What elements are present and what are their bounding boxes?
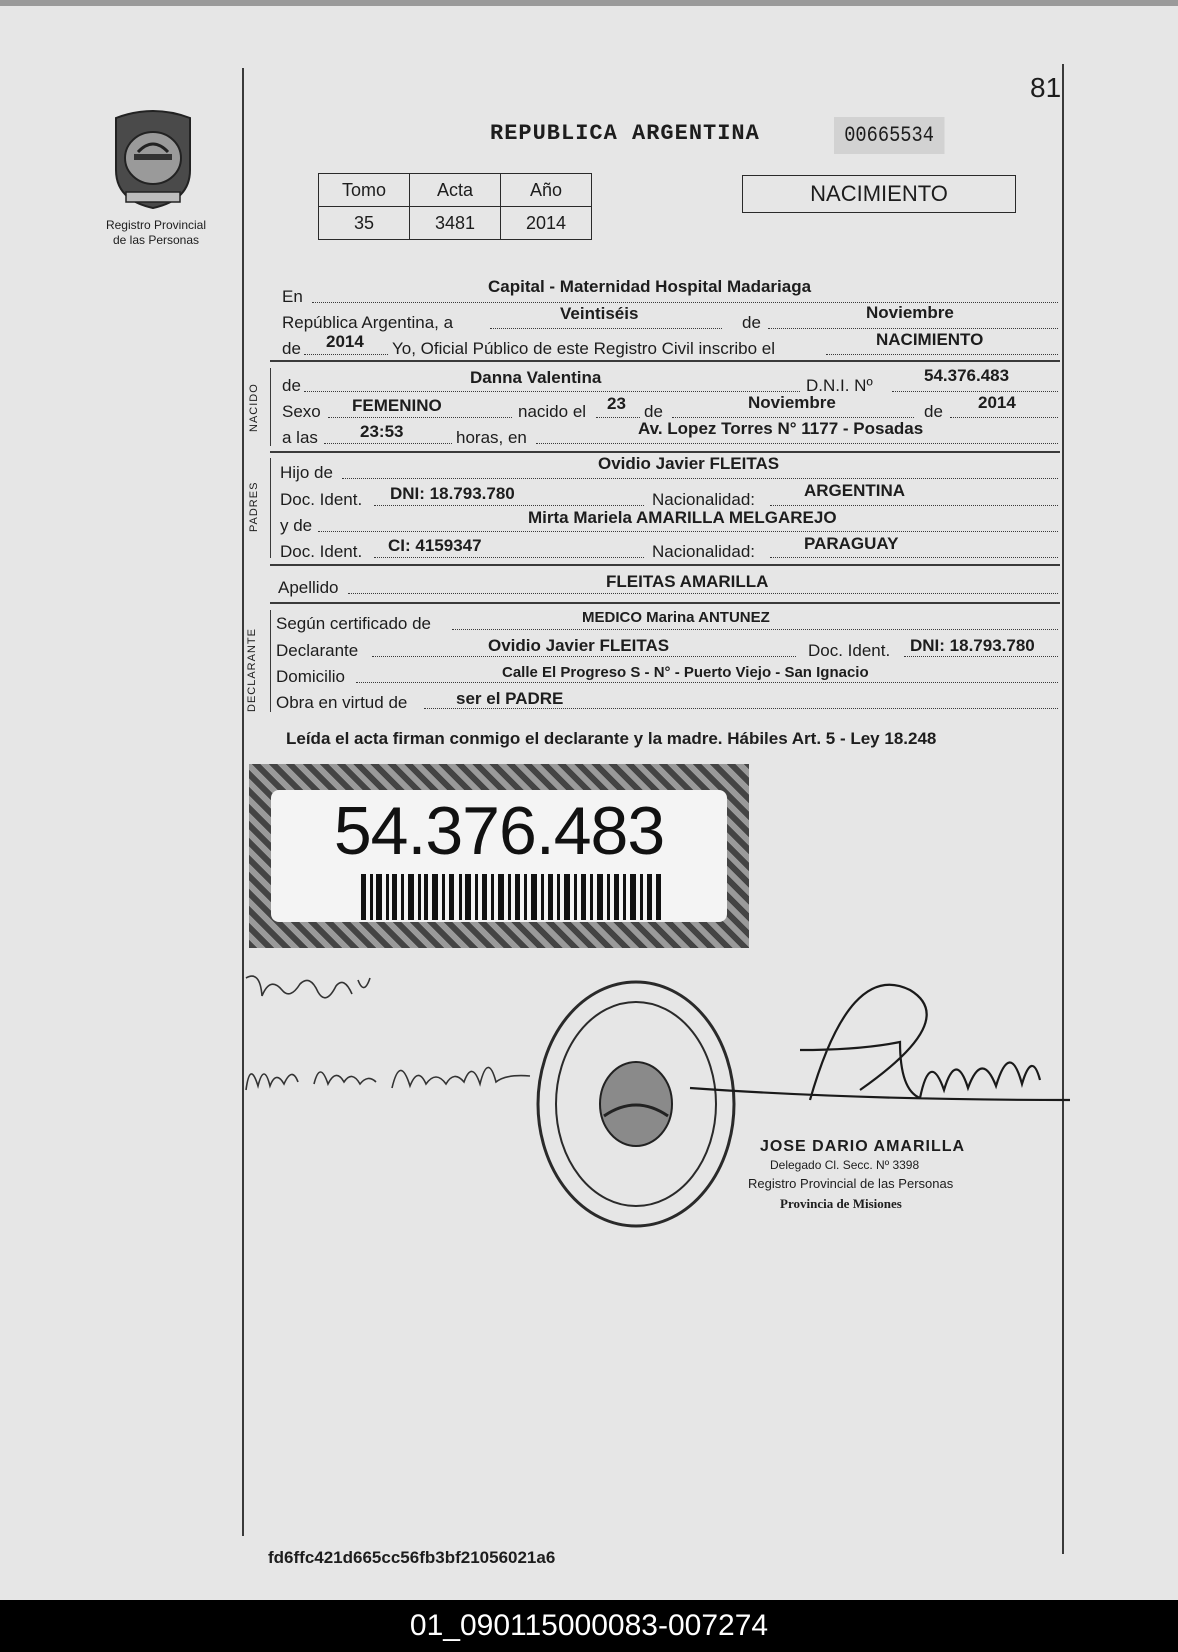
act-value: NACIMIENTO <box>876 330 984 349</box>
registry-line-2: de las Personas <box>112 233 200 247</box>
nacido-el-label: nacido el <box>518 402 587 421</box>
cert-label: Según certificado de <box>276 614 431 633</box>
document-title: REPUBLICA ARGENTINA <box>490 121 760 146</box>
scan-edge <box>0 0 1178 6</box>
dotted-line <box>356 682 1058 683</box>
dotted-line <box>318 531 1058 532</box>
mother-nat-label: Nacionalidad: <box>652 542 756 561</box>
de-label: de <box>742 313 761 332</box>
section-bar <box>270 610 271 712</box>
obra-value: ser el PADRE <box>456 689 564 708</box>
y-de-label: y de <box>280 516 313 535</box>
header-acta: Acta <box>410 174 501 207</box>
dni-label: D.N.I. Nº <box>806 376 873 395</box>
yo-label: Yo, Oficial Público de este Registro Civil inscribo el <box>392 339 775 358</box>
sexo-label: Sexo <box>282 402 321 421</box>
father-name-value: Ovidio Javier FLEITAS <box>598 454 780 473</box>
dotted-line <box>304 391 800 392</box>
section-rule <box>270 360 1060 362</box>
hijo-de-label: Hijo de <box>280 463 333 482</box>
obra-label: Obra en virtud de <box>276 693 408 712</box>
en-label: En <box>282 287 303 306</box>
dotted-line <box>950 417 1058 418</box>
dotted-line <box>892 391 1058 392</box>
right-margin-line <box>1062 64 1064 1554</box>
header-ano: Año <box>501 174 592 207</box>
day-value: Veintiséis <box>560 304 639 323</box>
cert-value: MEDICO Marina ANTUNEZ <box>582 609 770 626</box>
serial-number: 00665534 <box>834 117 944 154</box>
birth-day-value: 23 <box>607 394 626 413</box>
nacido-de-label: de <box>282 376 301 395</box>
province-emblem <box>108 108 198 212</box>
sexo-value: FEMENINO <box>352 396 442 415</box>
father-nat-value: ARGENTINA <box>804 481 906 500</box>
registry-name <box>86 218 226 248</box>
domicilio-label: Domicilio <box>276 667 345 686</box>
file-id-bar <box>0 1600 1178 1652</box>
declarante-doc-value: DNI: 18.793.780 <box>910 636 1035 655</box>
declarante-doc-label: Doc. Ident. <box>808 641 891 660</box>
time-value: 23:53 <box>360 422 404 441</box>
section-rule <box>270 451 1060 453</box>
dotted-line <box>348 593 1058 594</box>
mother-doc-value: CI: 4159347 <box>388 536 482 555</box>
section-bar <box>270 458 271 558</box>
left-margin-line <box>242 68 244 1536</box>
dotted-line <box>768 328 1058 329</box>
mother-name-value: Mirta Mariela AMARILLA MELGAREJO <box>528 508 837 527</box>
registry-line-1: Registro Provincial <box>105 218 207 232</box>
dotted-line <box>304 354 388 355</box>
a-las-label: a las <box>282 428 318 447</box>
dotted-line <box>324 443 452 444</box>
horas-label: horas, en <box>456 428 527 447</box>
father-nat-label: Nacionalidad: <box>652 490 756 509</box>
birth-address-value: Av. Lopez Torres N° 1177 - Posadas <box>638 419 924 438</box>
dotted-line <box>536 443 1058 444</box>
year-value: 2014 <box>326 332 364 351</box>
header-tomo: Tomo <box>319 174 410 207</box>
apellido-value: FLEITAS AMARILLA <box>606 572 769 591</box>
declarante-section-label: DECLARANTE <box>246 628 258 712</box>
dotted-line <box>452 629 1058 630</box>
father-doc-label: Doc. Ident. <box>280 490 363 509</box>
section-bar <box>270 368 271 446</box>
dotted-line <box>596 417 640 418</box>
declarante-label: Declarante <box>276 641 359 660</box>
barcode-icon <box>361 874 661 920</box>
dni-large-number: 54.376.483 <box>333 793 665 869</box>
dotted-line <box>328 417 512 418</box>
padres-section-label: PADRES <box>248 481 260 532</box>
birth-de-label: de <box>644 402 663 421</box>
record-type-box: NACIMIENTO <box>742 175 1016 213</box>
value-acta: 3481 <box>410 207 501 240</box>
de-year-label: de <box>282 339 301 358</box>
declarante-name-value: Ovidio Javier FLEITAS <box>488 636 670 655</box>
mother-doc-label: Doc. Ident. <box>280 542 363 561</box>
section-rule <box>270 564 1060 566</box>
value-tomo: 35 <box>319 207 410 240</box>
value-ano: 2014 <box>501 207 592 240</box>
dotted-line <box>374 505 644 506</box>
place-value: Capital - Maternidad Hospital Madariaga <box>488 277 812 296</box>
dotted-line <box>490 328 722 329</box>
mother-nat-value: PARAGUAY <box>804 534 899 553</box>
republica-label: República Argentina, a <box>282 313 454 332</box>
record-table <box>318 173 592 240</box>
dotted-line <box>770 505 1058 506</box>
dotted-line <box>672 417 914 418</box>
file-id: 01_090115000083-007274 <box>409 1609 769 1642</box>
child-name-value: Danna Valentina <box>470 368 602 387</box>
signer-role: Delegado Cl. Secc. Nº 3398 <box>770 1158 920 1172</box>
document-hash: fd6ffc421d665cc56fb3bf21056021a6 <box>268 1548 556 1567</box>
dotted-line <box>826 354 1058 355</box>
father-doc-value: DNI: 18.793.780 <box>390 484 515 503</box>
dotted-line <box>342 478 1058 479</box>
signer-province: Provincia de Misiones <box>780 1196 902 1211</box>
dotted-line <box>372 656 796 657</box>
dotted-line <box>374 557 644 558</box>
official-signature <box>660 980 1080 1150</box>
dni-barcode-block <box>249 764 749 948</box>
apellido-label: Apellido <box>278 578 339 597</box>
initials-signature <box>240 966 400 1016</box>
month-value: Noviembre <box>866 303 954 322</box>
dotted-line <box>904 656 1058 657</box>
page-number: 81 <box>1030 72 1062 103</box>
birth-month-value: Noviembre <box>748 393 836 412</box>
birth-de-year-label: de <box>924 402 943 421</box>
mother-signature <box>240 1040 570 1120</box>
birth-year-value: 2014 <box>978 393 1016 412</box>
signer-name: JOSE DARIO AMARILLA <box>760 1138 966 1155</box>
domicilio-value: Calle El Progreso S - N° - Puerto Viejo - San Ignacio <box>502 664 869 681</box>
signer-org: Registro Provincial de las Personas <box>748 1176 954 1191</box>
dotted-line <box>770 557 1058 558</box>
dni-inner-panel <box>271 790 727 922</box>
section-rule <box>270 602 1060 604</box>
closing-text: Leída el acta firman conmigo el declarante y la madre. Hábiles Art. 5 - Ley 18.248 <box>286 729 937 748</box>
child-dni-value: 54.376.483 <box>924 366 1010 385</box>
nacido-section-label: NACIDO <box>248 383 260 432</box>
